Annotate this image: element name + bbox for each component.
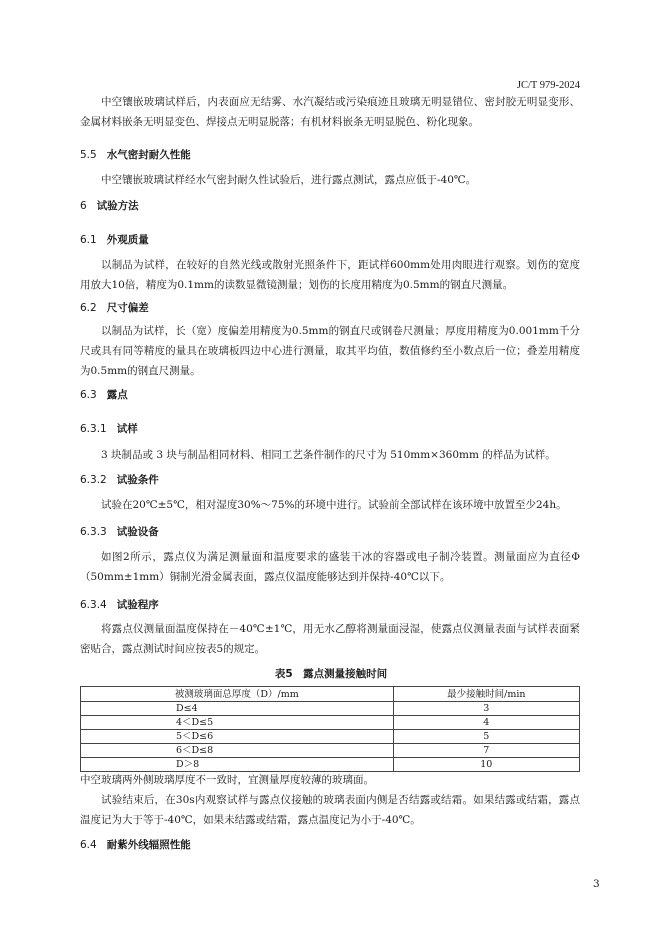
document-code: JC/T 979-2024 xyxy=(516,80,580,91)
table-cell-time: 3 xyxy=(393,702,579,716)
heading-number: 6.4 xyxy=(80,839,97,851)
table-row xyxy=(81,702,580,716)
heading-number: 6.1 xyxy=(80,234,97,246)
heading-6-1 xyxy=(80,233,149,247)
heading-6-3-3 xyxy=(80,525,159,539)
heading-number: 6.3.3 xyxy=(80,526,107,538)
table-cell-range: 5＜D≤6 xyxy=(81,730,394,744)
table-header-time: 最少接触时间/min xyxy=(393,687,579,702)
heading-6-2 xyxy=(80,301,149,315)
table-cell-time: 10 xyxy=(393,758,579,772)
table-cell-range: D＞8 xyxy=(81,758,394,772)
table-row xyxy=(81,744,580,758)
page-number: 3 xyxy=(593,878,600,890)
heading-title: 试验程序 xyxy=(116,599,159,611)
heading-6-3-4 xyxy=(80,598,159,612)
paragraph-thickness-note: 中空玻璃两外侧玻璃厚度不一致时，宜测量厚度较薄的玻璃面。 xyxy=(80,774,374,786)
paragraph-6-1: 以制品为试样，在较好的自然光线或散射光照条件下，距试样600mm处用肉眼进行观察。划伤的宽度用放大10倍，精度为0.1mm的读数显微镜测量；划伤的长度用精度为0.5mm的钢直尺测量。 xyxy=(80,259,580,291)
heading-6-3-2 xyxy=(80,473,159,487)
table-cell-time: 7 xyxy=(393,744,579,758)
paragraph-6-3-4: 将露点仪测量面温度保持在－40℃±1℃，用无水乙醇将测量面浸湿，使露点仪测量表面与试样表面紧密贴合，露点测试时间应按表5的规定。 xyxy=(80,623,580,655)
paragraph-5-5: 中空镶嵌玻璃试样经水气密封耐久性试验后，进行露点测试，露点应低于-40℃。 xyxy=(101,174,477,186)
table-cell-range: 4＜D≤5 xyxy=(81,716,394,730)
heading-title: 露点 xyxy=(106,389,128,401)
table-cell-range: 6＜D≤8 xyxy=(81,744,394,758)
table-header-row xyxy=(81,687,580,702)
heading-title: 试验条件 xyxy=(116,474,159,486)
heading-title: 耐紫外线辐照性能 xyxy=(106,839,191,851)
table-cell-time: 5 xyxy=(393,730,579,744)
heading-5-5 xyxy=(80,148,191,162)
heading-6 xyxy=(80,199,139,213)
table-cell-time: 4 xyxy=(393,716,579,730)
heading-title: 外观质量 xyxy=(106,234,149,246)
heading-number: 6.2 xyxy=(80,302,97,314)
heading-title: 尺寸偏差 xyxy=(106,302,149,314)
paragraph-intro: 中空镶嵌玻璃试样后，内表面应无结雾、水汽凝结或污染痕迹且玻璃无明显错位、密封胶无明显变形、金属材料嵌条无明显变色、焊接点无明显脱落；有机材料嵌条无明显脱色、粉化现象。 xyxy=(80,96,580,128)
heading-6-3 xyxy=(80,388,128,402)
heading-6-3-1 xyxy=(80,422,138,436)
table-cell-range: D≤4 xyxy=(81,702,394,716)
heading-6-4 xyxy=(80,838,191,852)
paragraph-6-3-2: 试验在20℃±5℃，相对湿度30%～75%的环境中进行。试验前全部试样在该环境中放置至少24h。 xyxy=(101,499,567,511)
heading-number: 6.3 xyxy=(80,389,97,401)
paragraph-6-3-1: 3 块制品或 3 块与制品相同材料、相同工艺条件制作的尺寸为 510mm×360mm 的样品为试样。 xyxy=(101,449,556,461)
table-row xyxy=(81,716,580,730)
heading-title: 水气密封耐久性能 xyxy=(106,149,191,161)
heading-title: 试验设备 xyxy=(116,526,159,538)
heading-number: 6 xyxy=(80,200,87,212)
heading-number: 6.3.1 xyxy=(80,423,107,435)
table-row xyxy=(81,730,580,744)
heading-number: 6.3.4 xyxy=(80,599,107,611)
heading-title: 试验方法 xyxy=(96,200,139,212)
table-5-title: 表5 露点测量接触时间 xyxy=(274,668,388,680)
heading-number: 5.5 xyxy=(80,149,97,161)
paragraph-6-2: 以制品为试样，长（宽）度偏差用精度为0.5mm的钢直尺或钢卷尺测量；厚度用精度为0.001mm千分尺或具有同等精度的量具在玻璃板四边中心进行测量，取其平均值，数值修约至小数点后一位；叠差用精度为0.5mm的钢直尺测量。 xyxy=(80,325,580,377)
table-header-thickness: 被测玻璃面总厚度（D）/mm xyxy=(81,687,394,702)
paragraph-6-3-3: 如图2所示，露点仪为满足测量面和温度要求的盛装干冰的容器或电子制冷装置。测量面应为直径Φ（50mm±1mm）铜制光滑金属表面，露点仪温度能够达到并保持-40℃以下。 xyxy=(80,551,580,583)
table-5 xyxy=(80,686,580,772)
heading-number: 6.3.2 xyxy=(80,474,107,486)
heading-title: 试样 xyxy=(116,423,138,435)
paragraph-result: 试验结束后，在30s内观察试样与露点仪接触的玻璃表面内侧是否结露或结霜。如果结露或结霜，露点温度记为大于等于-40℃，如果未结露或结霜，露点温度记为小于-40℃。 xyxy=(80,794,580,826)
